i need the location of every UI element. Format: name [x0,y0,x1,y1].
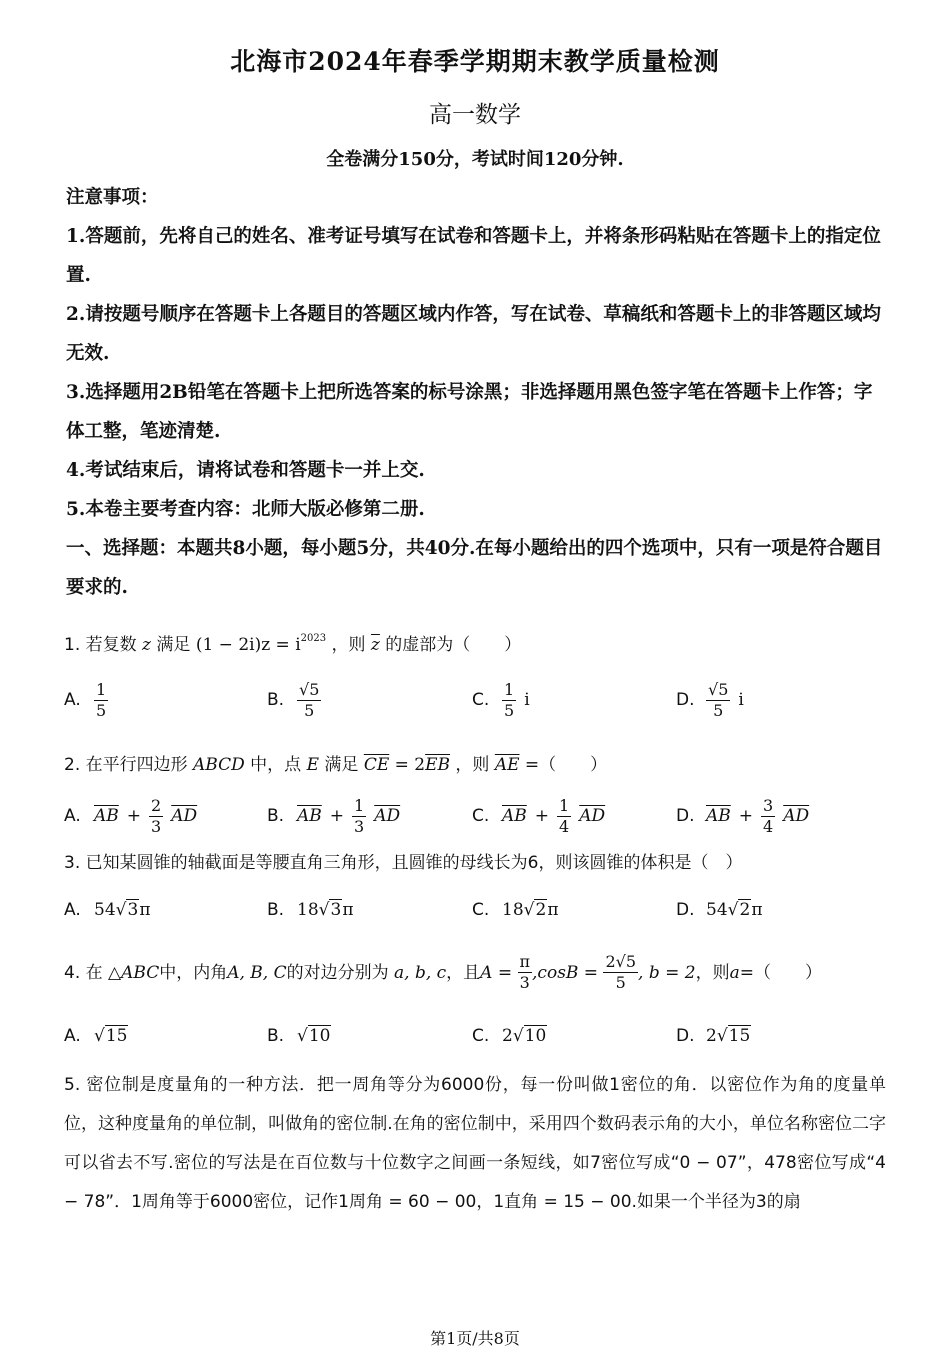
coefficient: 2 [706,1026,717,1046]
option-label: D. [676,806,695,826]
question-1 [64,624,894,660]
q2-tail: ，则 [455,755,490,775]
q2-option-a[interactable] [64,792,197,840]
q3-options [64,886,894,934]
radicand: 10 [524,1026,547,1046]
exam-meta: 全卷满分150分，考试时间120分钟. [326,149,624,170]
q2-options [64,792,894,840]
q4-mid3: ，且 [446,962,481,983]
pi: π [342,900,354,920]
q4-triangle: △ABC [108,962,160,983]
option-label: A. [64,690,81,710]
suffix: i [738,690,744,710]
radicand: 2 [739,900,751,920]
q2-vector-ae: $\overline{AE}$ [494,755,520,775]
q1-tail: ，则 [331,635,366,655]
radical-expression: 18√3π [297,900,354,920]
radical-expression: 2√15 [706,1026,751,1046]
option-label: D. [676,690,695,710]
q3-option-a[interactable] [64,886,151,934]
fraction [557,796,571,837]
vector-ad: $\overline{AD}$ [579,806,606,826]
vector-ab: $\overline{AB}$ [706,806,731,826]
notice-item-1: 1.答题前，先将自己的姓名、准考证号填写在试卷和答题卡上，并将条形码粘贴在答题卡上的指定位置. [66,226,881,286]
q2-vector-ce: $\overline{CE}$ [363,755,390,775]
vector-ab: $\overline{AB}$ [297,806,322,826]
q4-tail: ，则 [695,962,730,983]
exam-subtitle: 高一数学 [429,102,521,128]
radicand: 3 [127,900,139,920]
numerator: √5 [299,679,320,699]
option-label: C. [472,900,490,920]
option-label: A. [64,806,81,826]
q2-shape: ABCD [193,755,245,775]
pi: π [547,900,559,920]
numerator: π [519,952,531,971]
denominator: 5 [504,700,515,720]
numerator: 3 [763,795,774,815]
option-label: D. [676,900,695,920]
q4-cos-value [603,952,638,993]
q2-option-b[interactable] [267,792,400,840]
q4-option-a[interactable] [64,1012,128,1060]
fraction [352,796,366,837]
q1-option-d[interactable] [676,676,744,724]
numerator: √5 [708,679,729,699]
q1-option-c[interactable] [472,676,530,724]
page-footer: 第1页/共8页 [430,1329,520,1348]
denominator: 5 [96,700,107,720]
option-label: B. [267,900,285,920]
q4-option-c[interactable] [472,1012,547,1060]
fraction [149,796,163,837]
denominator: 3 [151,816,162,836]
fraction [706,680,730,721]
q4-side-b: , b = 2 [638,962,696,983]
fraction [761,796,775,837]
coefficient: 2 [502,1026,513,1046]
numerator: 1 [354,795,365,815]
option-label: B. [267,806,285,826]
question-2 [64,750,894,780]
option-label: B. [267,1026,285,1046]
denominator: 3 [354,816,365,836]
question-4 [64,952,894,993]
plus: + [738,806,754,826]
numerator: 1 [559,795,570,815]
q4-pi-over-3 [518,952,533,993]
q4-mid2: 的对边分别为 [286,962,389,983]
denominator: 3 [519,973,530,992]
q1-option-a[interactable] [64,676,116,724]
q1-mid: 满足 [156,635,191,655]
notice-item-2: 2.请按题号顺序在答题卡上各题目的答题区域内作答，写在试卷、草稿纸和答题卡上的非答题区域均无效. [66,304,881,364]
q4-end: =（ ） [739,962,822,983]
pi: π [139,900,151,920]
q4-mid: 中，内角 [159,962,228,983]
q2-option-d[interactable] [676,792,809,840]
fraction [94,680,108,721]
option-label: A. [64,900,81,920]
vector-ab: $\overline{AB}$ [502,806,527,826]
radical-expression: √15 [94,1026,128,1046]
option-label: C. [472,690,490,710]
fraction [297,680,321,721]
option-label: D. [676,1026,695,1046]
radical-expression: 18√2π [502,900,559,920]
q1-options [64,676,894,724]
q2-prefix: 2. 在平行四边形 [64,755,188,775]
radicand: 3 [330,900,342,920]
radical-expression: √10 [297,1026,331,1046]
vector-ad: $\overline{AD}$ [171,806,198,826]
q2-mid: 中，点 [250,755,302,775]
numerator: 1 [504,679,515,699]
option-label: B. [267,690,285,710]
denominator: 4 [559,816,570,836]
pi: π [751,900,763,920]
q2-end: =（ ） [519,755,608,775]
q2-option-c[interactable] [472,792,605,840]
q1-condition: (1 − 2i)z = i [195,635,301,655]
q2-eq: = 2 [389,755,426,775]
q4-prefix: 4. 在 [64,962,103,983]
q1-option-b[interactable] [267,676,329,724]
fraction [502,680,516,721]
coefficient: 54 [706,900,728,920]
coefficient: 18 [502,900,524,920]
q4-angles: A, B, C [227,962,287,983]
q4-options [64,1012,894,1060]
q2-vector-eb: $\overline{EB}$ [425,755,451,775]
section-1-heading: 一、选择题：本题共8小题，每小题5分，共40分.在每小题给出的四个选项中，只有一项是符合题目要求的. [66,538,883,598]
q4-sides: a, b, c [394,962,447,983]
radicand: 15 [105,1026,128,1046]
option-label: C. [472,806,490,826]
radical-expression: 2√10 [502,1026,547,1046]
radicand: 2 [535,900,547,920]
vector-ab: $\overline{AB}$ [94,806,119,826]
q2-point: E [306,755,319,775]
q1-var: z [142,635,151,655]
q1-end: 的虚部为（ ） [385,635,522,655]
denominator: 5 [304,700,315,720]
radical-expression: 54√2π [706,900,763,920]
plus: + [534,806,550,826]
notice-item-4: 4.考试结束后，请将试卷和答题卡一并上交. [66,460,425,481]
q4-option-d[interactable] [676,1012,751,1060]
numerator: 1 [96,679,107,699]
option-label: A. [64,1026,81,1046]
numerator: 2 [151,795,162,815]
vector-ad: $\overline{AD}$ [374,806,401,826]
vector-ad: $\overline{AD}$ [783,806,810,826]
denominator: 5 [713,700,724,720]
q4-cos: ,cosB = [532,962,599,983]
notice-heading: 注意事项： [66,187,159,208]
option-label: C. [472,1026,490,1046]
plus: + [329,806,345,826]
denominator: 5 [615,973,626,992]
q2-mid2: 满足 [324,755,359,775]
q4-option-b[interactable] [267,1012,331,1060]
q3-option-d[interactable] [676,886,763,934]
coefficient: 54 [94,900,116,920]
question-3: 3. 已知某圆锥的轴截面是等腰直角三角形，且圆锥的母线长为6，则该圆锥的体积是（ ） [64,853,743,873]
radicand: 10 [308,1026,331,1046]
plus: + [126,806,142,826]
q1-conjugate: $\overline{z}$ [370,635,380,655]
notice-item-3: 3.选择题用2B铅笔在答题卡上把所选答案的标号涂黑；非选择题用黑色签字笔在答题卡上作答；字体工整，笔迹清楚. [66,382,873,442]
exam-title: 北海市2024年春季学期期末教学质量检测 [230,47,720,76]
radical-expression: 54√3π [94,900,151,920]
coefficient: 18 [297,900,319,920]
question-5: 5. 密位制是度量角的一种方法．把一周角等分为6000份，每一份叫做1密位的角．以密位作为角的度量单位，这种度量角的单位制，叫做角的密位制.在角的密位制中，采用四个数码表示角的大小，单位名称密位二字可以省去不写.密位的写法是在百位数与十位数字之间画一条短线，如7密位写成“0 − 07”，478密位写成“4 − 78”．1周角等于6000密位，记作1周角 = 60 − 00，1直角 = 15 − 00.如果一个半径为3的扇 [64,1075,886,1212]
q4-angle-a: A = [480,962,513,983]
q3-option-b[interactable] [267,886,354,934]
notice-item-5: 5.本卷主要考查内容：北师大版必修第二册. [66,499,425,520]
q1-exponent: 2023 [300,633,327,644]
numerator: 2√5 [605,952,637,971]
suffix: i [524,690,530,710]
denominator: 4 [763,816,774,836]
q4-side-a: a [729,962,740,983]
q3-option-c[interactable] [472,886,559,934]
q1-prefix: 1. 若复数 [64,635,137,655]
radicand: 15 [728,1026,751,1046]
